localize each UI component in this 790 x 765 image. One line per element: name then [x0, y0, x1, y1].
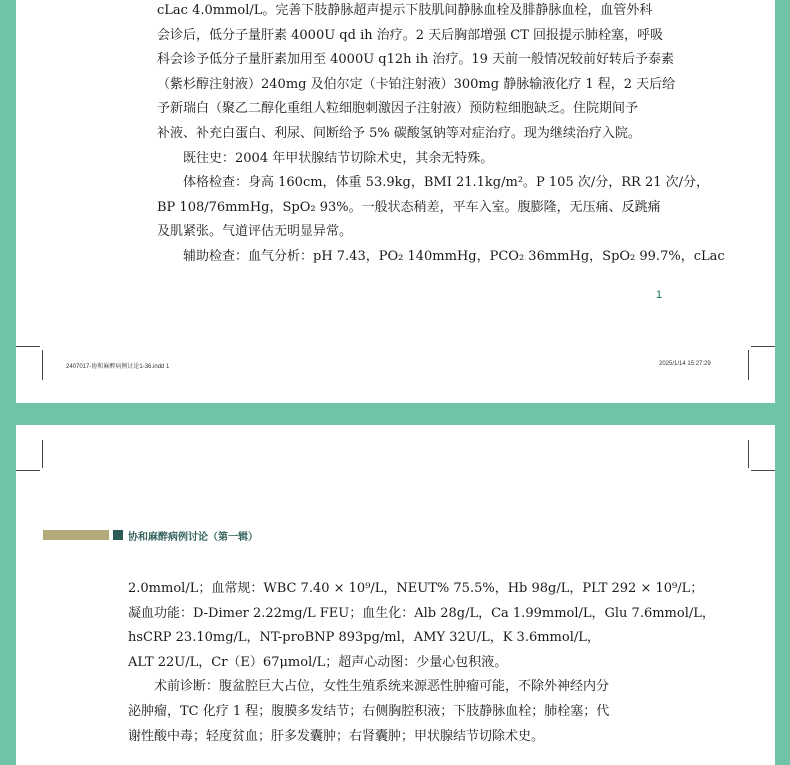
text-line: 既往史：2004 年甲状腺结节切除术史，其余无特殊。	[157, 150, 494, 166]
print-slug-filename: 2407017-协和麻醉病例讨论1-36.indd 1	[66, 364, 170, 370]
text-line: 会诊后，低分子量肝素 4000U qd ih 治疗。2 天后胸部增强 CT 回报提示肺栓塞，呼吸	[157, 27, 664, 43]
running-head-marker	[113, 530, 123, 540]
print-slug-date: 2025/1/14 15:27:29	[659, 361, 711, 367]
crop-mark	[748, 440, 749, 468]
text-line: 2.0mmol/L；血常规：WBC 7.40 × 10⁹/L，NEUT% 75.5%，Hb 98g/L，PLT 292 × 10⁹/L；	[128, 581, 704, 596]
running-head-title: 协和麻醉病例讨论（第一辑）	[128, 532, 258, 543]
crop-mark	[42, 350, 43, 380]
crop-mark	[42, 440, 43, 468]
crop-mark	[16, 346, 40, 347]
text-line: hsCRP 23.10mg/L，NT-proBNP 893pg/ml，AMY 32U/L，K 3.6mmol/L，	[128, 630, 600, 646]
text-line: 凝血功能：D-Dimer 2.22mg/L FEU；血生化：Alb 28g/L，Ca 1.99mmol/L，Glu 7.6mmol/L，	[128, 605, 715, 621]
crop-mark	[16, 470, 40, 471]
text-line: 术前诊断：腹盆腔巨大占位，女性生殖系统来源恶性肿瘤可能，不除外神经内分	[128, 679, 610, 695]
page-bottom-body	[128, 577, 715, 749]
page-bottom	[16, 425, 775, 765]
text-line: 予新瑞白（聚乙二醇化重组人粒细胞刺激因子注射液）预防粒细胞缺乏。住院期间予	[157, 101, 639, 117]
text-line: 补液、补充白蛋白、利尿、间断给予 5% 碳酸氢钠等对症治疗。现为继续治疗入院。	[157, 125, 641, 141]
text-line: cLac 4.0mmol/L。完善下肢静脉超声提示下肢肌间静脉血栓及腓静脉血栓，血管外科	[157, 3, 653, 18]
page-number: 1	[656, 289, 663, 301]
text-line: 科会诊予低分子量肝素加用至 4000U q12h ih 治疗。19 天前一般情况较前好转后予泰素	[157, 52, 675, 68]
text-line: 体格检查：身高 160cm，体重 53.9kg，BMI 21.1kg/m²。P 105 次/分，RR 21 次/分，	[157, 175, 709, 191]
page-top-body	[157, 0, 725, 270]
crop-mark	[748, 350, 749, 380]
crop-mark	[751, 470, 775, 471]
text-line: 辅助检查：血气分析：pH 7.43，PO₂ 140mmHg，PCO₂ 36mmHg，SpO₂ 99.7%，cLac	[157, 248, 725, 264]
running-head-bar	[43, 530, 109, 540]
page-top	[16, 0, 775, 403]
crop-mark	[751, 346, 775, 347]
text-line: 泌肿瘤，TC 化疗 1 程；腹膜多发结节；右侧胸腔积液；下肢静脉血栓；肺栓塞；代	[128, 703, 610, 719]
text-line: ALT 22U/L，Cr（E）67μmol/L；超声心动图：少量心包积液。	[128, 654, 508, 670]
text-line: （紫杉醇注射液）240mg 及伯尔定（卡铂注射液）300mg 静脉输液化疗 1 程，2 天后给	[157, 76, 676, 92]
text-line: BP 108/76mmHg，SpO₂ 93%。一般状态稍差，平车入室。腹膨隆，无压痛、反跳痛	[157, 199, 661, 215]
text-line: 及肌紧张。气道评估无明显异常。	[157, 224, 353, 240]
text-line: 谢性酸中毒；轻度贫血；肝多发囊肿；右肾囊肿；甲状腺结节切除术史。	[128, 728, 545, 744]
